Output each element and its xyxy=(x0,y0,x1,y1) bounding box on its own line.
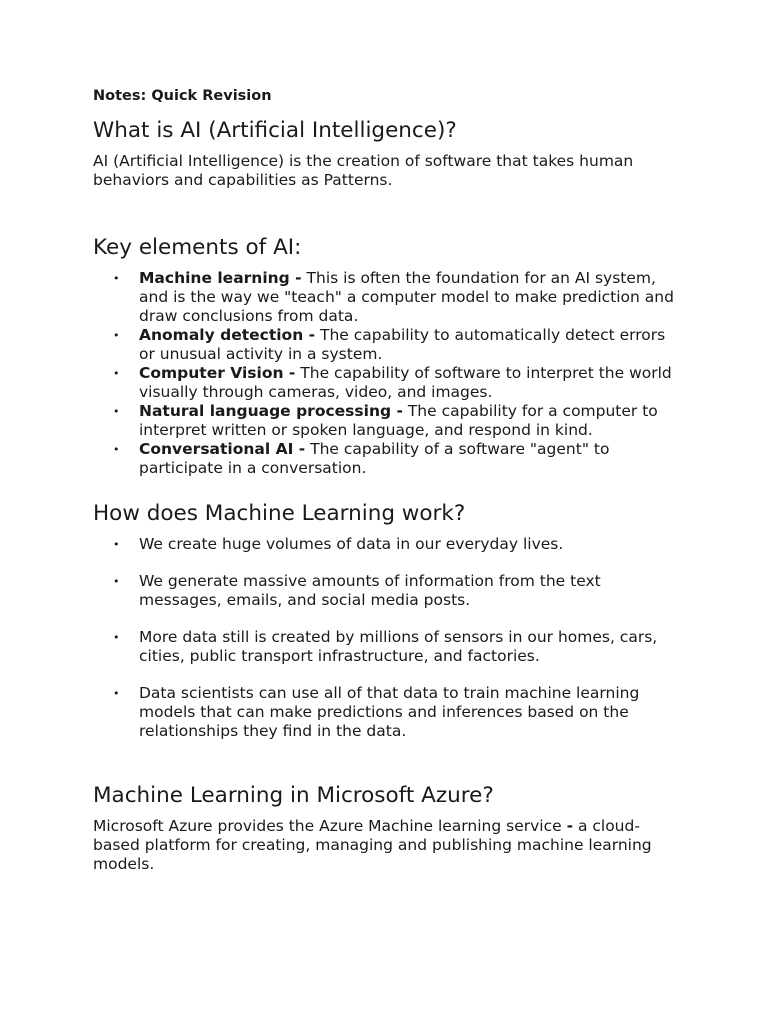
list-item: • Data scientists can use all of that data to train machine learning models that can make predictions and inferences based on the relationships they find in the data. xyxy=(93,684,683,741)
list-item xyxy=(93,269,683,326)
section-paragraph-azure xyxy=(93,817,683,874)
list-item-term: Computer Vision - xyxy=(139,364,296,382)
list-item: • More data still is created by millions of sensors in our homes, cars, cities, public transport infrastructure, and factories. xyxy=(93,628,683,666)
list-item-term: Conversational AI - xyxy=(139,440,306,458)
section-heading-how-ml-works: How does Machine Learning work? xyxy=(93,501,466,526)
section-paragraph-ai-definition: AI (Artificial Intelligence) is the creation of software that takes human behaviors and capabilities as Patterns. xyxy=(93,152,634,189)
section-heading-key-elements: Key elements of AI: xyxy=(93,235,302,260)
list-item: • We generate massive amounts of information from the text messages, emails, and social media posts. xyxy=(93,572,683,610)
list-item-text: The capability of software to interpret the world visually through cameras, video, and images. xyxy=(139,364,672,401)
notes-title: Notes: Quick Revision xyxy=(93,88,272,104)
document-page xyxy=(93,86,683,874)
list-item xyxy=(93,364,683,402)
list-item-term: Anomaly detection - xyxy=(139,326,316,344)
list-item-text: The capability to automatically detect errors or unusual activity in a system. xyxy=(139,326,666,363)
list-item-text: The capability of a software "agent" to participate in a conversation. xyxy=(139,440,610,477)
list-item-term: Machine learning - xyxy=(139,269,302,287)
list-item-text: The capability for a computer to interpret written or spoken language, and respond in kind. xyxy=(139,402,658,439)
section-heading-what-is-ai: What is AI (Artificial Intelligence)? xyxy=(93,118,457,143)
section-heading-ml-in-azure: Machine Learning in Microsoft Azure? xyxy=(93,783,494,808)
list-item-term: Natural language processing - xyxy=(139,402,403,420)
paragraph-text: a cloud-based platform for creating, managing and publishing machine learning models. xyxy=(93,817,652,873)
how-ml-works-list xyxy=(93,535,683,741)
paragraph-dash: - xyxy=(566,817,574,835)
list-item: • We create huge volumes of data in our everyday lives. xyxy=(93,535,683,554)
list-item xyxy=(93,326,683,364)
list-item xyxy=(93,440,683,478)
list-item-text: This is often the foundation for an AI system, and is the way we "teach" a computer model to make prediction and draw conclusions from data. xyxy=(139,269,674,325)
paragraph-text: Microsoft Azure provides the Azure Machine learning service xyxy=(93,817,567,835)
key-elements-list xyxy=(93,269,683,478)
list-item xyxy=(93,402,683,440)
